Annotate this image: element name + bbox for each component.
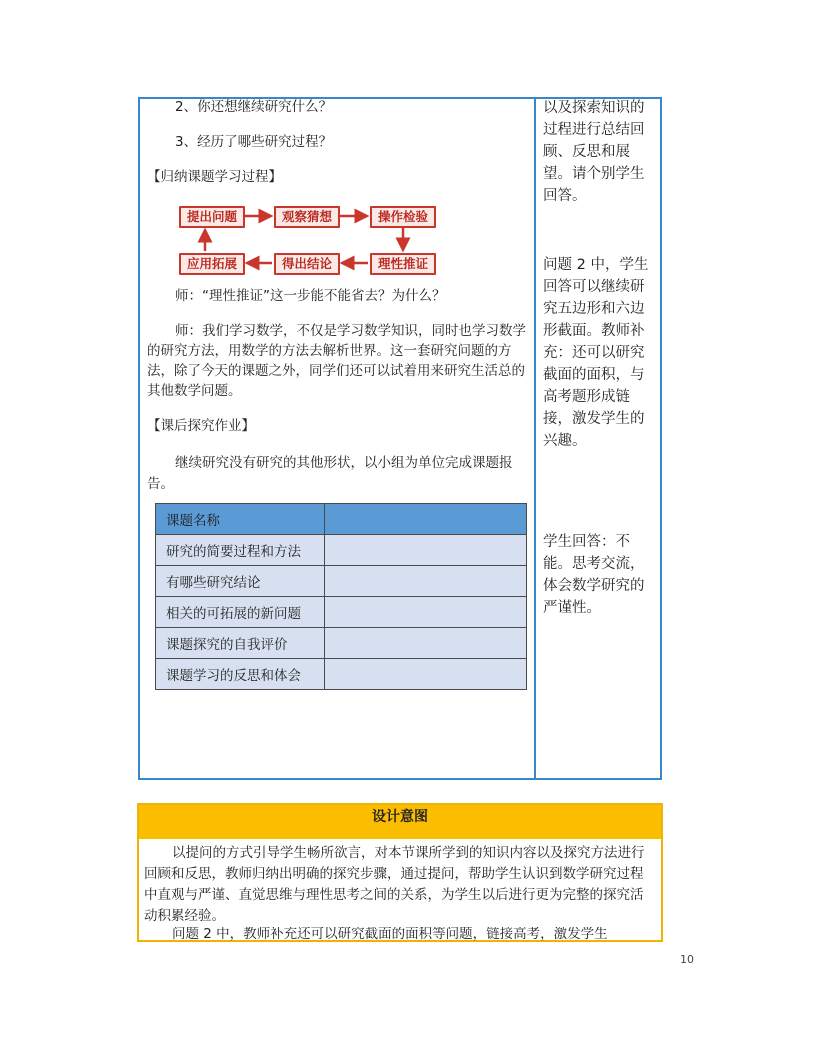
table-cell-value <box>325 628 527 659</box>
teacher-note-2: 问题 2 中，学生回答可以继续研究五边形和六边形截面。教师补充：还可以研究截面的面积，与高考题形成链接，激发学生的兴趣。 <box>543 257 649 449</box>
table-cell-label: 课题名称 <box>156 504 325 535</box>
table-cell-value <box>325 566 527 597</box>
design-intent-paragraph-2: 问题 2 中，教师补充还可以研究截面的面积等问题，链接高考，激发学生 <box>172 927 608 941</box>
table-row <box>156 566 527 597</box>
table-row <box>156 504 527 535</box>
column-divider <box>534 97 536 780</box>
homework-heading: 【课后探究作业】 <box>147 418 255 434</box>
table-row <box>156 628 527 659</box>
teacher-note-1: 以及探索知识的过程进行总结回顾、反思和展望。请个别学生回答。 <box>543 100 645 204</box>
table-row <box>156 597 527 628</box>
table-cell-label: 相关的可拓展的新问题 <box>156 597 325 628</box>
question-2: 2、你还想继续研究什么？ <box>175 99 333 115</box>
table-cell-value <box>325 504 527 535</box>
page-number: 10 <box>680 953 694 966</box>
table-row <box>156 659 527 690</box>
flow-step-4: 理性推证 <box>370 253 436 275</box>
teacher-question: 师：“理性推证”这一步能不能省去？为什么？ <box>175 288 446 304</box>
flow-arrows <box>170 200 450 280</box>
design-intent-title: 设计意图 <box>372 809 428 825</box>
table-cell-value <box>325 535 527 566</box>
homework-text: 继续研究没有研究的其他形状，以小组为单位完成课题报告。 <box>147 455 513 492</box>
table-cell-value <box>325 659 527 690</box>
flow-step-2: 观察猜想 <box>274 206 340 228</box>
flow-step-3: 操作检验 <box>370 206 436 228</box>
table-cell-value <box>325 597 527 628</box>
table-cell-label: 研究的简要过程和方法 <box>156 535 325 566</box>
question-3: 3、经历了哪些研究过程？ <box>175 134 333 150</box>
flow-step-6: 应用拓展 <box>179 253 245 275</box>
flow-step-5: 得出结论 <box>274 253 340 275</box>
table-cell-label: 有哪些研究结论 <box>156 566 325 597</box>
table-cell-label: 课题探究的自我评价 <box>156 628 325 659</box>
table-cell-label: 课题学习的反思和体会 <box>156 659 325 690</box>
report-table <box>155 503 527 690</box>
table-row <box>156 535 527 566</box>
teacher-note-3: 学生回答：不能。思考交流，体会数学研究的严谨性。 <box>543 534 645 616</box>
summary-heading: 【归纳课题学习过程】 <box>147 169 282 185</box>
flow-step-1: 提出问题 <box>179 206 245 228</box>
teacher-paragraph: 师：我们学习数学，不仅是学习数学知识，同时也学习数学的研究方法，用数学的方法去解析世界。这一套研究问题的方法，除了今天的课题之外，同学们还可以试着用来研究生活总的其他数学问题。 <box>147 323 526 399</box>
design-intent-paragraph-1: 以提问的方式引导学生畅所欲言，对本节课所学到的知识内容以及探究方法进行回顾和反思，教师归纳出明确的探究步骤，通过提问，帮助学生认识到数学研究过程中直观与严谨、直觉思维与理性思考之间的关系，为学生以后进行更为完整的探究活动积累经验。 <box>144 845 645 924</box>
